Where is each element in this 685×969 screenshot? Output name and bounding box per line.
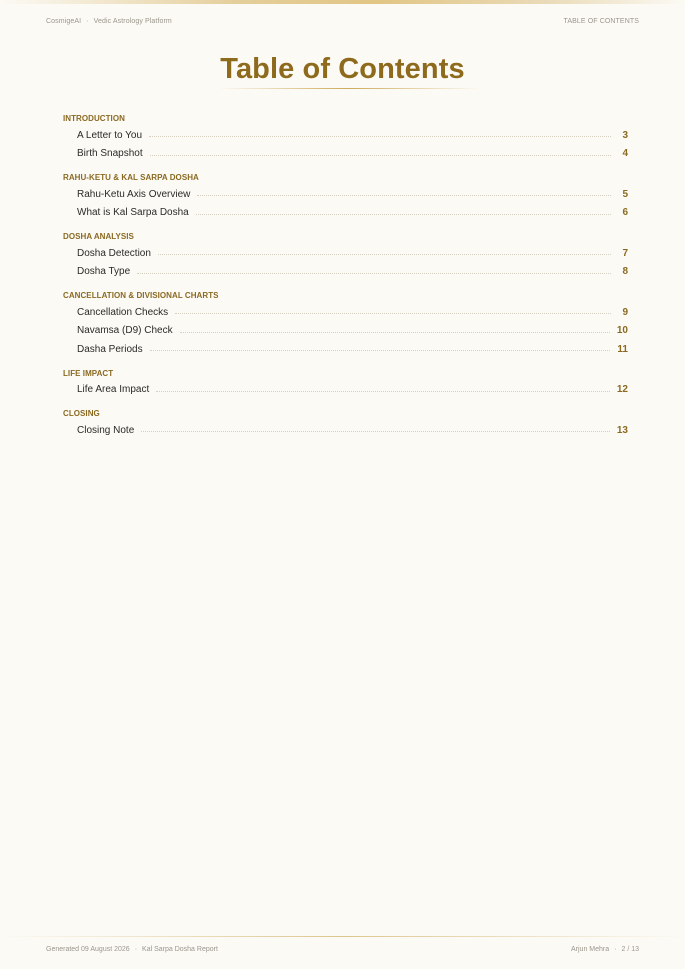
toc-entry-label: Cancellation Checks [77,306,169,318]
toc-page-number: 11 [617,343,628,355]
dot-leader [158,253,611,255]
toc-page-number: 9 [622,306,628,318]
toc-section [63,171,628,222]
toc-entry-label: Dosha Type [77,266,131,278]
toc-entry[interactable] [63,145,628,164]
title-underline [218,88,480,89]
running-header-section: TABLE OF CONTENTS [563,18,639,25]
generated-date: Generated 09 August 2026 [46,946,130,953]
toc-entry-label: Rahu-Ketu Axis Overview [77,188,191,200]
toc-entry[interactable] [63,244,628,263]
toc-page-number: 13 [616,424,628,436]
dot-leader [156,390,610,392]
toc-entry-label: What is Kal Sarpa Dosha [77,207,189,219]
toc-section-title: INTRODUCTION [63,114,125,123]
toc-entry[interactable] [63,421,628,440]
toc-entry[interactable] [63,185,628,204]
dot-leader [197,194,611,196]
toc-page-number: 4 [622,148,628,160]
toc-entry-label: Birth Snapshot [77,148,143,160]
toc-entry-label: Closing Note [77,424,135,436]
toc-page-number: 8 [622,266,628,278]
dot-leader [150,154,611,156]
toc-section [63,112,628,163]
footer-separator: · [134,946,138,953]
toc-entry[interactable] [63,322,628,341]
running-header-left [46,18,172,25]
toc-entry[interactable] [63,381,628,400]
toc-entry-label: Dosha Detection [77,247,151,259]
toc-entry-label: Navamsa (D9) Check [77,325,173,337]
brand-subtitle: Vedic Astrology Platform [93,18,172,25]
toc-entry[interactable] [63,303,628,322]
toc-entry-label: Life Area Impact [77,384,150,396]
top-decorative-rule [0,0,685,4]
toc-section-title: CLOSING [63,409,100,418]
toc-section [63,230,628,281]
toc-entry[interactable] [63,204,628,223]
dot-leader [141,430,610,432]
page-title: Table of Contents [220,53,465,85]
toc-page-number: 5 [622,188,628,200]
brand-name: CosmigeAI [46,18,82,25]
toc-entry-label: Dasha Periods [77,343,143,355]
toc-section [63,407,628,440]
dot-leader [196,213,611,215]
toc-section [63,367,628,400]
running-footer-left [46,946,218,953]
client-name: Arjun Mehra [571,946,610,953]
footer-separator: · [614,946,617,953]
report-name: Kal Sarpa Dosha Report [142,946,218,953]
dot-leader [149,135,611,137]
toc-entry[interactable] [63,263,628,282]
toc-section-title: CANCELLATION & DIVISIONAL CHARTS [63,291,219,300]
toc-entry[interactable] [63,340,628,359]
dot-leader [180,331,610,333]
toc-entry-label: A Letter to You [77,129,143,141]
toc-page-number: 7 [622,247,628,259]
toc-section-title: DOSHA ANALYSIS [63,232,134,241]
toc-page-number: 6 [622,207,628,219]
toc-section [63,289,628,359]
page-indicator: 2 / 13 [621,946,639,953]
header-separator: · [86,18,89,25]
dot-leader [175,312,611,314]
dot-leader [150,349,611,351]
running-footer-right [571,946,639,953]
table-of-contents [63,112,628,448]
toc-section-title: LIFE IMPACT [63,368,114,378]
toc-page-number: 3 [622,129,628,141]
toc-section-title: RAHU-KETU & KAL SARPA DOSHA [63,173,199,182]
toc-page-number: 10 [616,325,628,337]
footer-rule [0,936,685,937]
toc-page-number: 12 [616,384,628,396]
toc-entry[interactable] [63,126,628,145]
dot-leader [137,272,611,274]
